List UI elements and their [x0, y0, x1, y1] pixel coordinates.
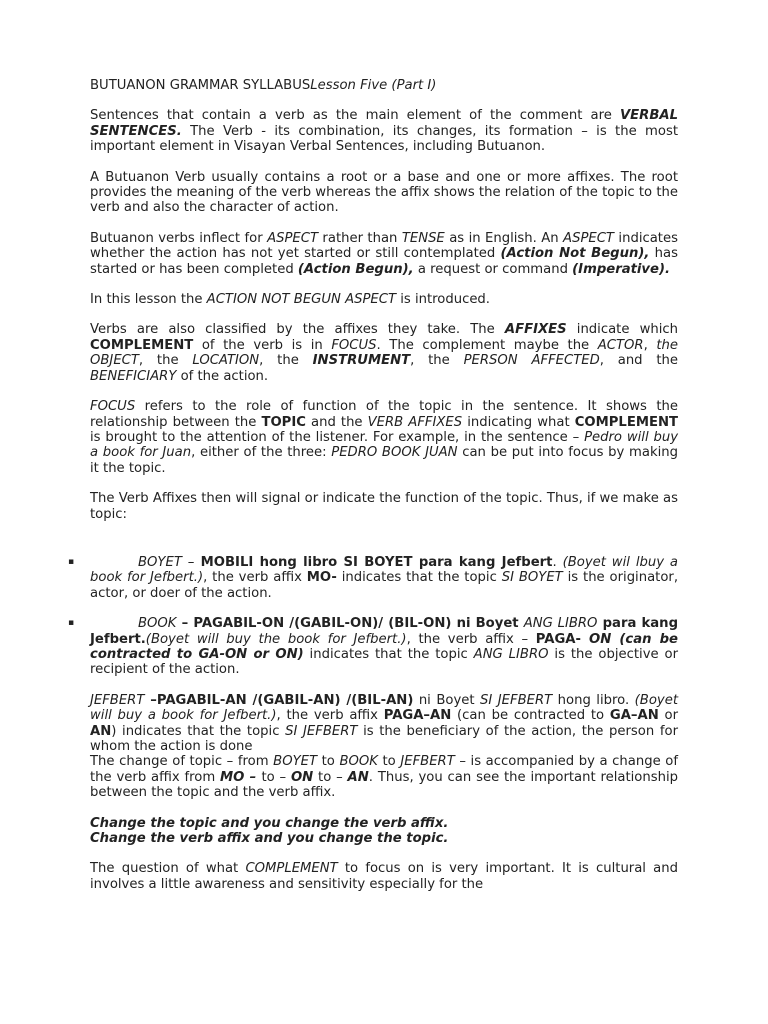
- term-mo: MO-: [306, 570, 337, 586]
- term-si-jefbert: SI JEFBERT: [480, 692, 553, 708]
- text-span: of the verb is in: [193, 337, 332, 353]
- term-pedro-book-juan: PEDRO BOOK JUAN: [331, 445, 458, 461]
- text-span: has started or has been completed: [90, 246, 678, 277]
- text-span: The Verb Affixes then will signal or indicate the function of the topic. Thus, if we make as topic:: [90, 491, 678, 522]
- term-focus: FOCUS: [331, 337, 377, 353]
- text-span: is introduced.: [396, 292, 490, 308]
- term-ga-an: GA–AN: [609, 708, 659, 724]
- term-book: BOOK: [339, 754, 378, 770]
- text-span: In this lesson the: [90, 292, 207, 308]
- example-sentence-book: – PAGABIL-ON /(GABIL-ON)/ (BIL-ON) ni Boyet: [176, 616, 524, 632]
- text-span: , the: [138, 353, 193, 369]
- rule-line-1: Change the topic and you change the verb affix.: [90, 815, 449, 831]
- translation: (Boyet wil lbuy a book for Jefbert.): [90, 554, 679, 586]
- text-span: as in English. An: [444, 230, 564, 246]
- text-span: Sentences that contain a verb as the main element of the comment are: [90, 108, 620, 124]
- text-span: .: [552, 554, 563, 570]
- text-span: indicates that the topic: [303, 646, 474, 662]
- text-span: . Thus, you can see the important relationship between the topic and the verb affix.: [90, 769, 678, 801]
- text-span: indicates that the topic: [336, 570, 502, 586]
- text-span: refers to the role of function of the topic in the sentence. It shows the relationship between the: [90, 399, 678, 430]
- text-span: Verbs are also classified by the affixes they take. The: [90, 322, 505, 338]
- term-on-contraction: ON (can be contracted to GA-ON or ON): [90, 631, 678, 662]
- text-span: is the objective or recipient of the action.: [90, 646, 679, 678]
- list-item: [68, 616, 679, 678]
- term-an: AN: [347, 769, 369, 785]
- term-complement: COMPLEMENT: [90, 337, 194, 353]
- term-on: ON: [290, 769, 314, 785]
- paragraph-focus: [90, 399, 678, 476]
- example-topic-boyet: BOYET –: [138, 554, 195, 570]
- term-imperative: (Imperative).: [572, 261, 671, 277]
- term-action-not-begun: (Action Not Begun),: [500, 246, 650, 262]
- text-span: hong libro.: [552, 692, 635, 708]
- paragraph-change-of-topic: [90, 754, 678, 800]
- translation: (Boyet will buy the book for Jefbert.): [145, 631, 407, 647]
- text-span: ) indicates that the topic: [111, 723, 286, 739]
- text-span: is the beneficiary of the action, the person for whom the action is done: [90, 723, 678, 754]
- term-location: LOCATION: [192, 353, 260, 369]
- text-span: to focus on is very important. It is cultural and involves a little awareness and sensitivity especially for the: [90, 861, 678, 892]
- term-si-jefbert: SI JEFBERT: [285, 723, 358, 739]
- term-ang-libro: ANG LIBRO: [473, 646, 549, 662]
- term-boyet: BOYET: [273, 754, 318, 770]
- term-person-affected: PERSON AFFECTED: [463, 353, 600, 369]
- example-list: [68, 554, 679, 678]
- example-sentence: Pedro will buy a book for Juan: [90, 429, 679, 461]
- paragraph-verbal-sentences: [90, 108, 678, 154]
- text-span: , the: [259, 353, 313, 369]
- term-complement: COMPLEMENT: [245, 861, 338, 877]
- term-object: the OBJECT: [90, 337, 678, 369]
- term-instrument: INSTRUMENT: [312, 353, 411, 369]
- paragraph-jefbert: [90, 693, 678, 755]
- text-span: The change of topic – from: [90, 754, 274, 770]
- text-span: to: [317, 754, 340, 770]
- term-si-boyet: SI BOYET: [501, 570, 563, 586]
- translation: (Boyet will buy a book for Jefbert.): [90, 692, 679, 724]
- paragraph-complement-question: [90, 861, 678, 892]
- term-paga-an: PAGA–AN: [383, 708, 452, 724]
- text-span: to: [377, 754, 401, 770]
- example-sentence-book-end: para kang Jefbert.: [90, 616, 679, 647]
- term-aspect: ASPECT: [563, 230, 614, 246]
- paragraph-aspect: [90, 231, 678, 277]
- text-span: – is accompanied by a change of the verb affix from: [90, 754, 679, 785]
- term-action-not-begun-aspect: ACTION NOT BEGUN ASPECT: [206, 292, 397, 308]
- text-span: Butuanon verbs inflect for: [90, 230, 268, 246]
- text-span: , the verb affix: [203, 570, 307, 586]
- text-span: to –: [261, 769, 291, 785]
- text-span: A Butuanon Verb usually contains a root or a base and one or more affixes. The root provides the meaning of the verb whereas the affix shows the relation of the topic to the verb and also the character of action.: [90, 169, 678, 216]
- document-page: [68, 78, 679, 907]
- term-paga: PAGA-: [535, 631, 581, 647]
- bullet-icon: ▪: [68, 618, 75, 629]
- text-span: of the action.: [176, 368, 269, 384]
- text-span: is brought to the attention of the listener. For example, in the sentence –: [90, 429, 585, 445]
- term-tense: TENSE: [401, 230, 445, 246]
- term-action-begun: (Action Begun),: [297, 261, 414, 277]
- term-complement: COMPLEMENT: [574, 414, 679, 430]
- example-topic-jefbert: JEFBERT: [90, 692, 145, 708]
- text-span: The Verb - its combination, its changes, its formation – is the most important element in Visayan Verbal Sentences, including Butuanon.: [90, 123, 678, 155]
- text-span: , and the: [599, 353, 679, 369]
- text-span: or: [658, 708, 678, 724]
- text-span: is the originator, actor, or doer of the action.: [90, 570, 679, 601]
- paragraph-verb-affixes-signal: [90, 491, 678, 522]
- text-span: (can be contracted to: [451, 708, 610, 724]
- text-span: indicating what: [462, 414, 575, 430]
- example-topic-book: BOOK: [138, 616, 177, 632]
- term-focus: FOCUS: [90, 399, 136, 415]
- text-span: The question of what: [90, 861, 246, 877]
- text-span: , the verb affix –: [406, 631, 536, 647]
- text-span: indicate which: [566, 322, 678, 338]
- example-sentence-boyet: MOBILI hong libro SI BOYET para kang Jefbert: [194, 554, 553, 570]
- paragraph-affixes: [90, 322, 678, 384]
- title-lesson: Lesson Five (Part I): [310, 78, 437, 93]
- term-actor: ACTOR: [597, 337, 644, 353]
- term-aspect: ASPECT: [267, 230, 319, 246]
- text-span: and the: [305, 414, 368, 430]
- paragraph-verb-root: [90, 170, 678, 216]
- text-span: , the: [410, 353, 464, 369]
- text-span: ,: [643, 337, 657, 353]
- paragraph-lesson-intro: [90, 292, 678, 307]
- text-span: to –: [313, 769, 348, 785]
- text-span: ni Boyet: [413, 692, 481, 708]
- rule-line-2: Change the verb affix and you change the topic.: [90, 831, 449, 847]
- term-verb-affixes: VERB AFFIXES: [367, 414, 463, 430]
- paragraph-rule: [90, 816, 678, 847]
- text-span: . The complement maybe the: [376, 337, 598, 353]
- document-title: [90, 78, 678, 93]
- term-beneficiary: BENEFICIARY: [90, 368, 177, 384]
- text-span: rather than: [318, 230, 402, 246]
- text-span: , either of the three:: [191, 445, 332, 461]
- term-an: AN: [90, 723, 112, 739]
- list-item: [68, 554, 679, 601]
- term-jefbert: JEFBERT: [400, 754, 455, 770]
- text-span: indicates whether the action has not yet started or still contemplated: [90, 230, 678, 262]
- text-span: , the verb affix: [276, 708, 384, 724]
- text-span: can be put into focus by making it the topic.: [90, 445, 678, 476]
- term-ang-libro: ANG LIBRO: [523, 616, 598, 632]
- term-verbal-sentences: VERBAL SENTENCES.: [90, 108, 678, 139]
- term-affixes: AFFIXES: [504, 322, 567, 338]
- bullet-icon: ▪: [68, 556, 75, 567]
- text-span: a request or command: [413, 261, 573, 277]
- term-mo: MO –: [220, 769, 262, 785]
- term-topic: TOPIC: [261, 414, 306, 430]
- example-sentence-jefbert: –PAGABIL-AN /(GABIL-AN) /(BIL-AN): [144, 692, 414, 708]
- title-main: BUTUANON GRAMMAR SYLLABUS: [90, 78, 311, 93]
